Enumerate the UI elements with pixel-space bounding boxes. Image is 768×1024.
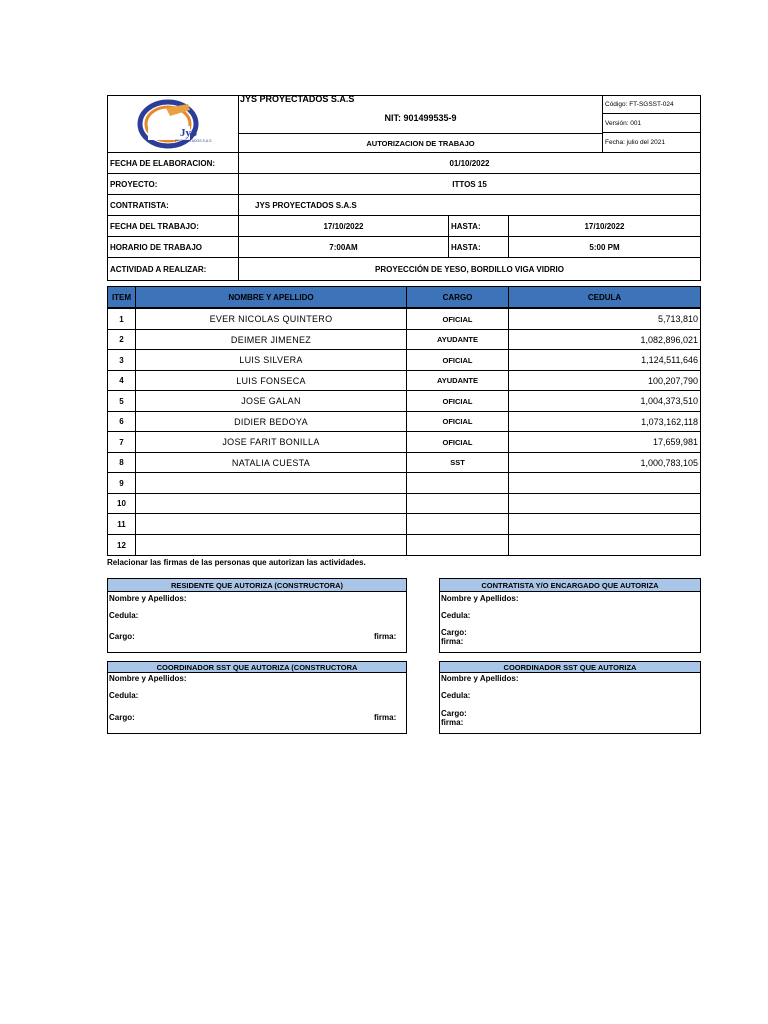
fecha-hasta-label: HASTA: (448, 215, 509, 237)
table-cell-cedula: 1,004,373,510 (508, 390, 701, 412)
table-cell-cargo (406, 472, 509, 494)
table-cell-item: 11 (107, 513, 136, 535)
coordinador-constructora-nombre-label: Nombre y Apellidos: (109, 674, 187, 683)
table-cell-cedula (508, 493, 701, 514)
table-cell-cargo: AYUDANTE (406, 329, 509, 350)
table-cell-nombre: JOSE FARIT BONILLA (135, 431, 407, 453)
doc-version: Versión: 001 (602, 113, 701, 133)
svg-text:PROYECTADOS S.A.S: PROYECTADOS S.A.S (175, 139, 212, 143)
table-cell-item: 9 (107, 472, 136, 494)
table-cell-cedula: 1,124,511,646 (508, 349, 701, 371)
company-name: JYS PROYECTADOS S.A.S (240, 94, 355, 104)
contratista-value: JYS PROYECTADOS S.A.S (238, 194, 701, 216)
table-cell-item: 7 (107, 431, 136, 453)
contratista-label: CONTRATISTA: (107, 194, 239, 216)
company-logo (108, 96, 238, 152)
table-cell-item: 1 (107, 308, 136, 330)
svg-text:JyS: JyS (180, 127, 198, 139)
table-cell-item: 5 (107, 390, 136, 412)
fecha-elaboracion-label: FECHA DE ELABORACION: (107, 152, 239, 174)
doc-date: Fecha: julio del 2021 (602, 132, 701, 153)
logo-cell (107, 95, 239, 153)
coordinador-constructora-signature-box (107, 661, 407, 734)
residente-signature-box (107, 578, 407, 653)
table-cell-cedula: 1,000,783,105 (508, 452, 701, 473)
residente-signature-title: RESIDENTE QUE AUTORIZA (CONSTRUCTORA) (108, 579, 406, 592)
hora-hasta-label: HASTA: (448, 236, 509, 258)
table-cell-item: 3 (107, 349, 136, 371)
table-cell-item: 8 (107, 452, 136, 473)
col-header-cargo: CARGO (406, 286, 509, 308)
col-header-cedula: CEDULA (508, 286, 701, 308)
table-cell-cedula (508, 513, 701, 535)
table-cell-item: 6 (107, 411, 136, 432)
doc-code: Código: FT-SGSST-024 (602, 95, 701, 114)
table-cell-cargo: OFICIAL (406, 349, 509, 371)
table-cell-cargo (406, 513, 509, 535)
table-cell-item: 4 (107, 370, 136, 391)
table-cell-nombre: JOSE GALAN (135, 390, 407, 412)
contratista-firma-label: firma: (441, 637, 464, 646)
table-cell-cargo: OFICIAL (406, 390, 509, 412)
fecha-elaboracion-value: 01/10/2022 (238, 152, 701, 174)
proyecto-value: ITTOS 15 (238, 173, 701, 195)
table-cell-cargo (406, 534, 509, 556)
coordinador-sst-title: COORDINADOR SST QUE AUTORIZA (440, 662, 700, 673)
table-cell-nombre (135, 534, 407, 556)
coordinador-sst-signature-box (439, 661, 701, 734)
residente-cedula-label: Cedula: (109, 611, 139, 620)
coordinador-constructora-cargo-label: Cargo: (109, 713, 135, 722)
table-cell-cargo: OFICIAL (406, 431, 509, 453)
table-cell-item: 2 (107, 329, 136, 350)
proyecto-label: PROYECTO: (107, 173, 239, 195)
table-cell-cargo (406, 493, 509, 514)
horario-label: HORARIO DE TRABAJO (107, 236, 239, 258)
table-cell-cedula: 100,207,790 (508, 370, 701, 391)
residente-firma-label: firma: (374, 632, 397, 641)
coordinador-constructora-firma-label: firma: (374, 713, 397, 722)
table-cell-cedula: 17,659,981 (508, 431, 701, 453)
signatures-note: Relacionar las firmas de las personas que autorizan las actividades. (107, 558, 366, 567)
fecha-trabajo-value: 17/10/2022 (238, 215, 449, 237)
contratista-cargo-label: Cargo: (441, 628, 467, 637)
table-cell-cargo: OFICIAL (406, 411, 509, 432)
table-cell-nombre: LUIS SILVERA (135, 349, 407, 371)
residente-nombre-label: Nombre y Apellidos: (109, 594, 187, 603)
contratista-signature-box (439, 578, 701, 653)
table-cell-item: 12 (107, 534, 136, 556)
table-cell-cedula (508, 472, 701, 494)
document-title: AUTORIZACION DE TRABAJO (366, 138, 475, 148)
table-cell-cargo: OFICIAL (406, 308, 509, 330)
table-cell-nombre (135, 493, 407, 514)
table-cell-cedula (508, 534, 701, 556)
table-cell-cargo: SST (406, 452, 509, 473)
nit-value: NIT: 901499535-9 (384, 113, 457, 123)
coordinador-sst-cargo-label: Cargo: (441, 709, 467, 718)
table-cell-nombre (135, 472, 407, 494)
coordinador-sst-cedula-label: Cedula: (441, 691, 471, 700)
table-cell-nombre (135, 513, 407, 535)
col-header-item: ITEM (107, 286, 136, 308)
table-cell-cedula: 1,073,162,118 (508, 411, 701, 432)
col-header-nombre: NOMBRE Y APELLIDO (135, 286, 407, 308)
actividad-label: ACTIVIDAD A REALIZAR: (107, 257, 239, 281)
table-cell-nombre: NATALIA CUESTA (135, 452, 407, 473)
hora-inicio-value: 7:00AM (238, 236, 449, 258)
table-cell-cedula: 5,713,810 (508, 308, 701, 330)
fecha-hasta-value: 17/10/2022 (508, 215, 701, 237)
coordinador-constructora-title: COORDINADOR SST QUE AUTORIZA (CONSTRUCTORA (108, 662, 406, 673)
table-cell-nombre: EVER NICOLAS QUINTERO (135, 308, 407, 330)
actividad-value: PROYECCIÓN DE YESO, BORDILLO VIGA VIDRIO (238, 257, 701, 281)
fecha-trabajo-label: FECHA DEL TRABAJO: (107, 215, 239, 237)
table-cell-cedula: 1,082,896,021 (508, 329, 701, 350)
contratista-cedula-label: Cedula: (441, 611, 471, 620)
table-cell-nombre: DIDIER BEDOYA (135, 411, 407, 432)
contratista-nombre-label: Nombre y Apellidos: (441, 594, 519, 603)
table-cell-item: 10 (107, 493, 136, 514)
coordinador-constructora-cedula-label: Cedula: (109, 691, 139, 700)
table-cell-nombre: DEIMER JIMENEZ (135, 329, 407, 350)
workers-table (107, 286, 701, 556)
table-cell-nombre: LUIS FONSECA (135, 370, 407, 391)
contratista-signature-title: CONTRATISTA Y/O ENCARGADO QUE AUTORIZA (440, 579, 700, 592)
coordinador-sst-firma-label: firma: (441, 718, 464, 727)
table-cell-cargo: AYUDANTE (406, 370, 509, 391)
coordinador-sst-nombre-label: Nombre y Apellidos: (441, 674, 519, 683)
hora-fin-value: 5:00 PM (508, 236, 701, 258)
residente-cargo-label: Cargo: (109, 632, 135, 641)
